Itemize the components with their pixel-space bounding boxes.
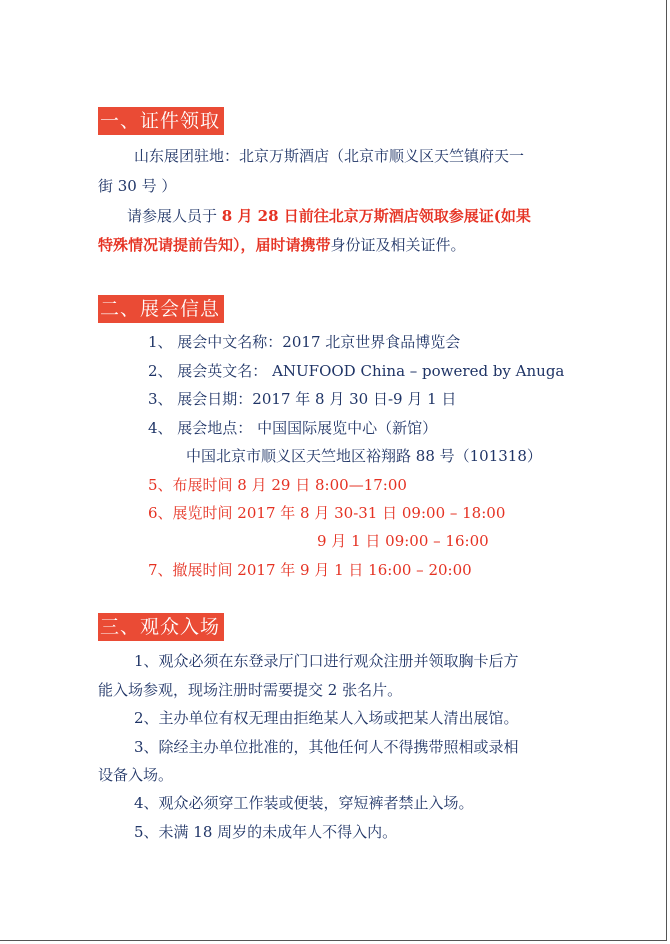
entry-rule-1-cont: 能入场参观，现场注册时需要提交 2 张名片。 xyxy=(98,681,403,699)
expo-venue-address: 中国北京市顺义区天竺地区裕翔路 88 号（101318） xyxy=(186,447,542,465)
entry-rule-3-cont: 设备入场。 xyxy=(98,766,174,784)
exhibition-time-cont: 9 月 1 日 09:00 – 16:00 xyxy=(317,532,489,550)
section-heading-visitor-entry: 三、观众入场 xyxy=(98,613,224,641)
section-heading-credentials: 一、证件领取 xyxy=(98,107,224,135)
expo-venue: 4、 展会地点： 中国国际展览中心（新馆） xyxy=(148,419,438,437)
pickup-notice-lead: 请参展人员于 xyxy=(127,207,222,225)
pickup-notice-highlight: 8 月 28 日前往北京万斯酒店领取参展证(如果 xyxy=(221,207,531,225)
entry-rule-4: 4、观众必须穿工作装或便装，穿短裤者禁止入场。 xyxy=(134,794,474,812)
expo-dates: 3、 展会日期：2017 年 8 月 30 日-9 月 1 日 xyxy=(148,390,457,408)
expo-english-name: 2、 展会英文名： ANUFOOD China – powered by Anuga xyxy=(148,362,565,380)
entry-rule-5: 5、未满 18 周岁的未成年人不得入内。 xyxy=(134,823,398,841)
entry-rule-2: 2、主办单位有权无理由拒绝某人入场或把某人清出展馆。 xyxy=(134,709,519,727)
section-heading-expo-info: 二、展会信息 xyxy=(98,295,224,323)
exhibition-time: 6、展览时间 2017 年 8 月 30-31 日 09:00 – 18:00 xyxy=(148,504,506,522)
entry-rule-1: 1、观众必须在东登录厅门口进行观众注册并领取胸卡后方 xyxy=(134,652,519,670)
entry-rule-3: 3、除经主办单位批准的，其他任何人不得携带照相或录相 xyxy=(134,738,519,756)
expo-chinese-name: 1、 展会中文名称：2017 北京世界食品博览会 xyxy=(148,333,461,351)
delegation-address-line: 山东展团驻地：北京万斯酒店（北京市顺义区天竺镇府天一 xyxy=(134,147,525,165)
setup-time: 5、布展时间 8 月 29 日 8:00—17:00 xyxy=(148,476,407,494)
pickup-notice-tail: 身份证及相关证件。 xyxy=(330,236,466,254)
delegation-address-line-cont: 街 30 号 ） xyxy=(98,177,177,195)
pickup-notice-line-cont xyxy=(98,235,466,255)
teardown-time: 7、撤展时间 2017 年 9 月 1 日 16:00 – 20:00 xyxy=(148,561,472,579)
pickup-notice-highlight-cont: 特殊情况请提前告知），届时请携带 xyxy=(98,236,331,254)
pickup-notice-line xyxy=(127,206,531,226)
